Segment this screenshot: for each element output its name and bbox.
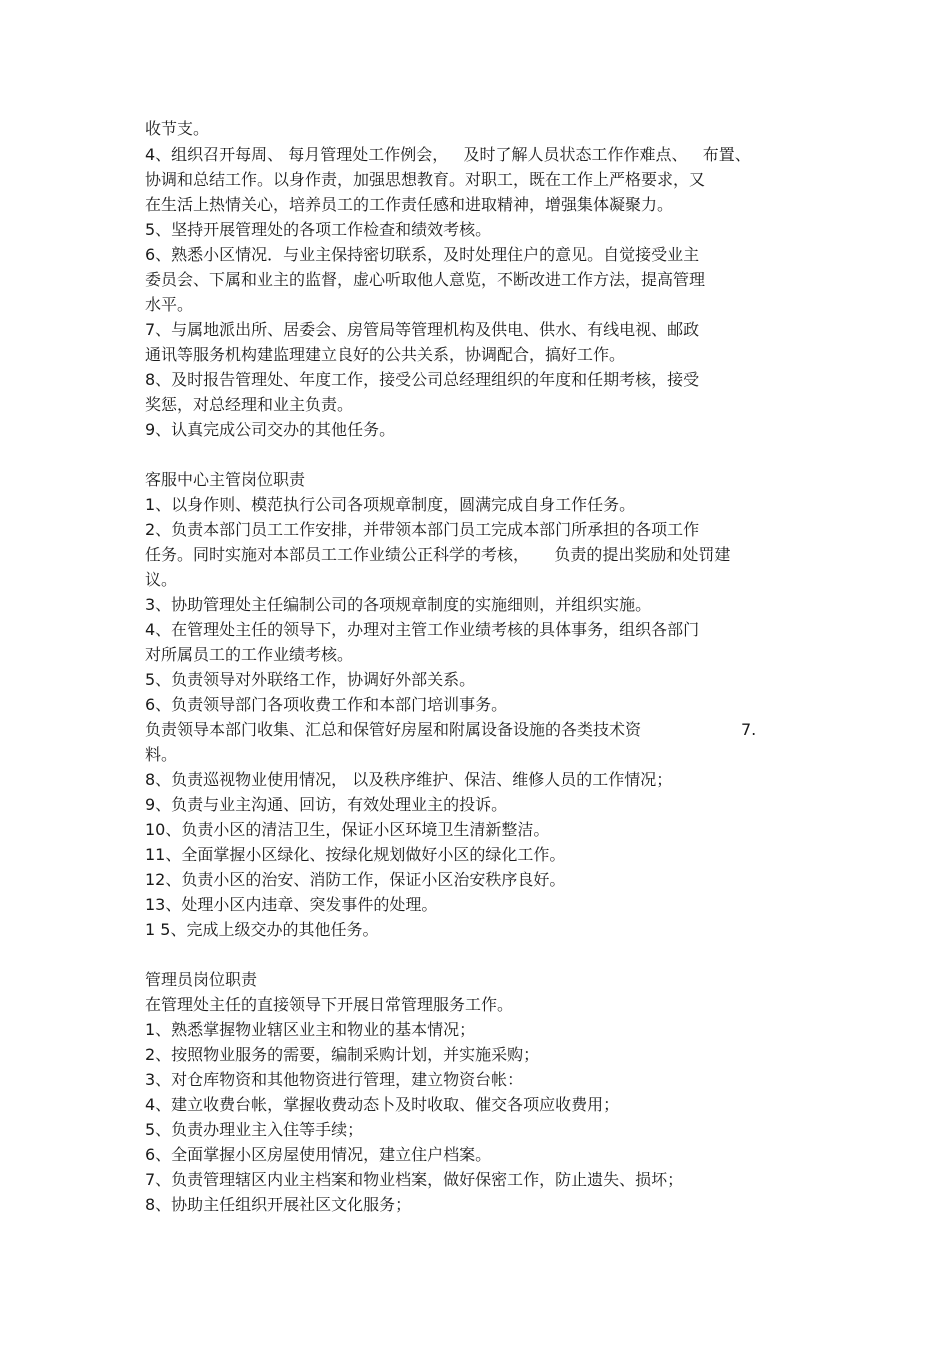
text-line: 8、及时报告管理处、年度工作，接受公司总经理组织的年度和任期考核，接受	[145, 370, 700, 389]
text-line: 收节支。	[145, 119, 210, 138]
text-line: 负责领导本部门收集、汇总和保管好房屋和附属设备设施的各类技术资	[145, 720, 642, 739]
text-line: 2、按照物业服务的需要，编制采购计划，并实施采购；	[145, 1045, 540, 1064]
text-line: 委员会、下属和业主的监督，虚心听取他人意览，不断改进工作方法，提高管理	[145, 270, 706, 289]
text-line: 4、建立收费台帐，掌握收费动态卜及时收取、催交各项应收费用；	[145, 1095, 620, 1114]
text-line: 3、协助管理处主任编制公司的各项规章制度的实施细则，并组织实施。	[145, 595, 652, 614]
text-line: 6、全面掌握小区房屋使用情况，建立住户档案。	[145, 1145, 492, 1164]
text-line: 协调和总结工作。以身作责，加强思想教育。对职工，既在工作上严格要求，又	[145, 170, 706, 189]
text-line: 7、负责管理辖区内业主档案和物业档案，做好保密工作，防止遗失、损坏；	[145, 1170, 684, 1189]
text-line: 5、负责办理业主入住等手续；	[145, 1120, 364, 1139]
text-line: 1、熟悉掌握物业辖区业主和物业的基本情况；	[145, 1020, 476, 1039]
text-line: 在生活上热情关心，培养员工的工作责任感和进取精神，增强集体凝聚力。	[145, 195, 674, 214]
item-number: 7.	[741, 720, 757, 739]
text-line: 6、熟悉小区情况．与业主保持密切联系，及时处理住户的意见。自觉接受业主	[145, 245, 700, 264]
text-line: 10、负责小区的清洁卫生，保证小区环境卫生清新整洁。	[145, 820, 550, 839]
text-line: 9、认真完成公司交办的其他任务。	[145, 420, 396, 439]
text-line: 1 5、完成上级交办的其他任务。	[145, 920, 379, 939]
section-heading: 客服中心主管岗位职责	[145, 470, 306, 489]
text-line: 4、组织召开每周、 每月管理处工作例会， 及时了解人员状态工作作难点、 布置、	[145, 145, 751, 164]
text-line: 水平。	[145, 295, 194, 314]
text-line: 13、处理小区内违章、突发事件的处理。	[145, 895, 438, 914]
text-line: 对所属员工的工作业绩考核。	[145, 645, 354, 664]
text-line: 料。	[145, 745, 178, 764]
text-line: 5、负责领导对外联络工作，协调好外部关系。	[145, 670, 476, 689]
text-line: 奖惩，对总经理和业主负责。	[145, 395, 354, 414]
text-line: 4、在管理处主任的领导下，办理对主管工作业绩考核的具体事务，组织各部门	[145, 620, 700, 639]
text-line: 3、对仓库物资和其他物资进行管理，建立物资台帐：	[145, 1070, 524, 1089]
text-line: 议。	[145, 570, 178, 589]
text-line: 通讯等服务机构建监理建立良好的公共关系，协调配合，搞好工作。	[145, 345, 626, 364]
text-line: 11、全面掌握小区绿化、按绿化规划做好小区的绿化工作。	[145, 845, 566, 864]
text-line: 7、与属地派出所、居委会、房管局等管理机构及供电、供水、有线电视、邮政	[145, 320, 700, 339]
text-line: 8、协助主任组织开展社区文化服务；	[145, 1195, 412, 1214]
text-line: 6、负责领导部门各项收费工作和本部门培训事务。	[145, 695, 508, 714]
text-line: 5、坚持开展管理处的各项工作检查和绩效考核。	[145, 220, 492, 239]
text-line: 2、负责本部门员工工作安排，并带领本部门员工完成本部门所承担的各项工作	[145, 520, 700, 539]
text-line: 12、负责小区的治安、消防工作，保证小区治安秩序良好。	[145, 870, 566, 889]
text-line: 8、负责巡视物业使用情况， 以及秩序维护、保洁、维修人员的工作情况；	[145, 770, 673, 789]
text-line: 在管理处主任的直接领导下开展日常管理服务工作。	[145, 995, 514, 1014]
text-line: 任务。同时实施对本部员工工作业绩公正科学的考核， 负责的提出奖励和处罚建	[145, 545, 731, 564]
section-heading: 管理员岗位职责	[145, 970, 258, 989]
text-line: 9、负责与业主沟通、回访，有效处理业主的投诉。	[145, 795, 508, 814]
text-line: 1、以身作则、模范执行公司各项规章制度，圆满完成自身工作任务。	[145, 495, 636, 514]
